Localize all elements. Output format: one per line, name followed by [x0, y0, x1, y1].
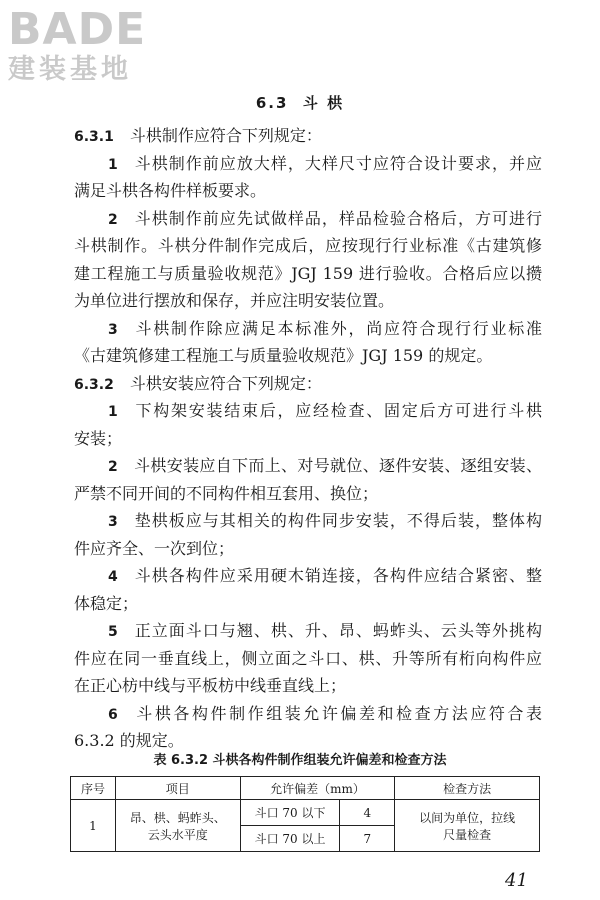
- page-number: 41: [505, 870, 528, 891]
- line-text: 为单位进行摆放和保存，并应注明安装位置。: [74, 291, 395, 310]
- text-line: [74, 590, 542, 618]
- text-line: [74, 232, 542, 260]
- clause-number: 2: [108, 459, 118, 475]
- clause-number: 3: [108, 321, 118, 338]
- clause-number: 1: [108, 156, 118, 173]
- line-text: 斗栱各构件制作组装允许偏差和检查方法应符合表: [133, 703, 542, 723]
- text-line: [74, 480, 542, 508]
- clause-number: 1: [108, 404, 118, 420]
- cell-value-2: 7: [340, 826, 395, 852]
- body-text: [74, 122, 542, 755]
- line-text: 在正心枋中线与平板枋中线垂直线上；: [74, 676, 347, 695]
- header-seq: 序号: [71, 777, 116, 800]
- cell-value-1: 4: [340, 800, 395, 826]
- text-line: [74, 370, 542, 398]
- text-line: [74, 122, 542, 150]
- cell-item-line1: 昂、栱、蚂蚱头、: [129, 810, 226, 825]
- line-text: 斗栱安装应符合下列规定：: [129, 373, 322, 393]
- header-item: 项目: [115, 777, 240, 800]
- cell-seq: 1: [71, 800, 116, 852]
- table-caption: 表 6.3.2 斗栱各构件制作组装允许偏差和检查方法: [153, 753, 447, 768]
- line-text: 体稳定；: [74, 593, 139, 613]
- text-line: [74, 177, 542, 205]
- cell-method: [395, 800, 540, 852]
- section-title: [0, 92, 600, 113]
- text-line: [74, 562, 542, 590]
- cell-item-line2: 云头水平度: [147, 827, 208, 842]
- cell-condition-2: 斗口 70 以上: [240, 826, 340, 852]
- cell-method-line2: 尺量检查: [443, 827, 492, 842]
- table-header-row: [71, 777, 540, 800]
- line-text: 斗栱制作前应放大样，大样尺寸应符合设计要求，并应: [133, 153, 542, 173]
- text-line: [74, 397, 542, 425]
- clause-number: 6: [108, 706, 118, 723]
- line-text: 6.3.2 的规定。: [74, 731, 184, 750]
- line-text: 件应齐全、一次到位；: [74, 538, 235, 558]
- line-text: 斗栱安装应自下而上、对号就位、逐件安装、逐组安装、: [133, 456, 542, 475]
- line-text: 满足斗栱各构件样板要求。: [74, 181, 267, 200]
- text-line: [74, 260, 542, 288]
- clause-number: 6.3.1: [74, 129, 114, 145]
- header-method: 检查方法: [395, 777, 540, 800]
- text-line: [74, 672, 542, 700]
- logo-tagline: 建装基地: [8, 54, 132, 85]
- line-text: 严禁不同开间的不同构件相互套用、换位；: [74, 483, 379, 503]
- text-line: [74, 452, 542, 480]
- text-line: [74, 700, 542, 728]
- line-text: 斗栱制作除应满足本标准外，尚应符合现行行业标准: [133, 318, 542, 338]
- text-line: [74, 150, 542, 178]
- line-text: 斗栱制作应符合下列规定：: [129, 126, 322, 145]
- line-text: 斗栱各构件应采用硬木销连接，各构件应结合紧密、整: [133, 566, 542, 585]
- cell-method-line1: 以间为单位，拉线: [419, 810, 516, 825]
- text-line: [74, 205, 542, 233]
- tolerance-table: [70, 776, 540, 852]
- line-text: 建工程施工与质量验收规范》JGJ 159 进行验收。合格后应以攒: [74, 263, 542, 283]
- cell-condition-1: 斗口 70 以下: [240, 800, 340, 826]
- watermark-logo: [8, 6, 146, 86]
- clause-number: 5: [108, 624, 118, 640]
- clause-number: 2: [108, 211, 118, 228]
- text-line: [74, 617, 542, 645]
- line-text: 垫栱板应与其相关的构件同步安装，不得后装，整体构: [133, 511, 542, 530]
- clause-number: 6.3.2: [74, 376, 114, 393]
- clause-number: 3: [108, 514, 118, 530]
- cell-item: [115, 800, 240, 852]
- line-text: 斗栱制作。斗栱分件制作完成后，应按现行行业标准《古建筑修: [74, 236, 542, 255]
- text-line: [74, 535, 542, 563]
- line-text: 斗栱制作前应先试做样品，样品检验合格后，方可进行: [133, 208, 542, 228]
- section-name: 斗 栱: [302, 94, 345, 112]
- text-line: [74, 507, 542, 535]
- text-line: [74, 315, 542, 343]
- text-line: [74, 287, 542, 315]
- header-tolerance: 允许偏差（mm）: [240, 777, 395, 800]
- section-number: 6.3: [255, 94, 289, 112]
- line-text: 安装；: [74, 428, 123, 448]
- line-text: 下构架安装结束后，应经检查、固定后方可进行斗栱: [133, 401, 542, 420]
- clause-number: 4: [108, 569, 118, 585]
- text-line: [74, 645, 542, 673]
- text-line: [74, 342, 542, 370]
- text-line: [74, 425, 542, 453]
- logo-brand: BADE: [8, 4, 147, 55]
- line-text: 《古建筑修建工程施工与质量验收规范》JGJ 159 的规定。: [74, 346, 493, 365]
- line-text: 正立面斗口与翘、栱、升、昂、蚂蚱头、云头等外挑构: [133, 621, 542, 640]
- line-text: 件应在同一垂直线上，侧立面之斗口、栱、升等所有桁向构件应: [74, 648, 542, 668]
- table-row: [71, 800, 540, 826]
